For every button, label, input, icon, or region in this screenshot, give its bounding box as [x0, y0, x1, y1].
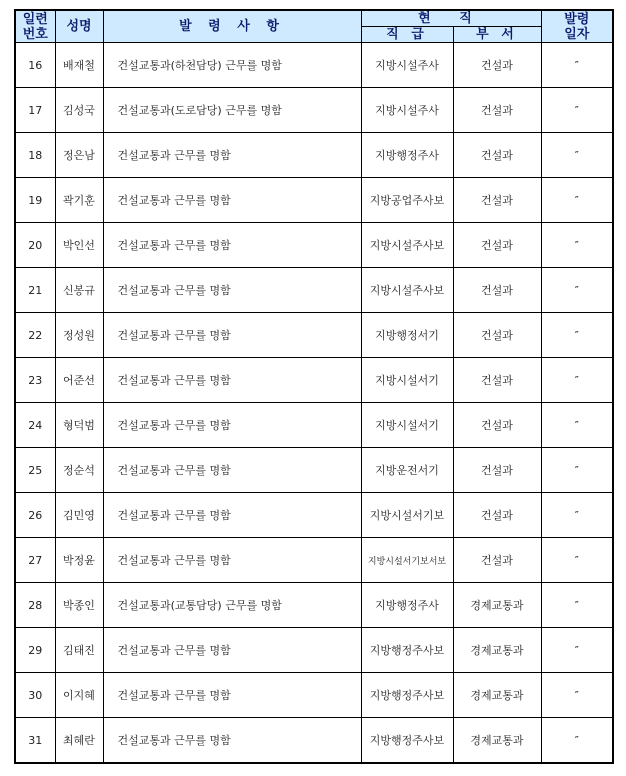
cell-dept: 건설과	[453, 88, 541, 133]
cell-dept: 건설과	[453, 178, 541, 223]
header-name: 성명	[55, 10, 103, 43]
table-row	[15, 448, 613, 493]
cell-date: ″	[541, 88, 613, 133]
cell-rank: 지방행정주사보	[361, 628, 453, 673]
cell-order: 건설교통과(도로담당) 근무를 명함	[103, 88, 361, 133]
cell-rank: 지방공업주사보	[361, 178, 453, 223]
cell-serial: 31	[15, 718, 55, 764]
cell-name: 곽기훈	[55, 178, 103, 223]
table-row	[15, 358, 613, 403]
cell-rank: 지방시설서기보서보	[361, 538, 453, 583]
cell-order: 건설교통과 근무를 명함	[103, 358, 361, 403]
table-row	[15, 493, 613, 538]
cell-date: ″	[541, 718, 613, 764]
cell-serial: 16	[15, 43, 55, 88]
cell-order: 건설교통과 근무를 명함	[103, 313, 361, 358]
cell-name: 배재철	[55, 43, 103, 88]
cell-rank: 지방시설주사	[361, 43, 453, 88]
cell-dept: 건설과	[453, 493, 541, 538]
cell-rank: 지방행정주사보	[361, 718, 453, 764]
cell-date: ″	[541, 133, 613, 178]
cell-date: ″	[541, 268, 613, 313]
cell-name: 신봉규	[55, 268, 103, 313]
cell-rank: 지방행정주사	[361, 583, 453, 628]
cell-name: 박종인	[55, 583, 103, 628]
cell-serial: 24	[15, 403, 55, 448]
cell-date: ″	[541, 313, 613, 358]
table-row	[15, 673, 613, 718]
cell-serial: 19	[15, 178, 55, 223]
cell-serial: 25	[15, 448, 55, 493]
cell-rank: 지방행정서기	[361, 313, 453, 358]
cell-rank: 지방행정주사보	[361, 673, 453, 718]
table-row	[15, 583, 613, 628]
header-serial	[15, 10, 55, 43]
cell-order: 건설교통과 근무를 명함	[103, 628, 361, 673]
cell-dept: 건설과	[453, 448, 541, 493]
table-row	[15, 538, 613, 583]
cell-dept: 건설과	[453, 268, 541, 313]
cell-serial: 18	[15, 133, 55, 178]
cell-dept: 건설과	[453, 133, 541, 178]
cell-dept: 건설과	[453, 358, 541, 403]
table-row	[15, 268, 613, 313]
cell-serial: 26	[15, 493, 55, 538]
cell-rank: 지방시설주사보	[361, 268, 453, 313]
cell-order: 건설교통과 근무를 명함	[103, 448, 361, 493]
cell-date: ″	[541, 583, 613, 628]
cell-date: ″	[541, 628, 613, 673]
cell-name: 형덕범	[55, 403, 103, 448]
table-row	[15, 403, 613, 448]
cell-order: 건설교통과 근무를 명함	[103, 403, 361, 448]
cell-serial: 30	[15, 673, 55, 718]
cell-serial: 23	[15, 358, 55, 403]
cell-date: ″	[541, 43, 613, 88]
cell-order: 건설교통과 근무를 명함	[103, 718, 361, 764]
table-row	[15, 178, 613, 223]
cell-rank: 지방시설서기	[361, 403, 453, 448]
cell-name: 김성국	[55, 88, 103, 133]
cell-serial: 17	[15, 88, 55, 133]
header-date-bottom: 일자	[564, 26, 590, 42]
header-rank: 직 급	[361, 27, 453, 43]
header-serial-top: 일련	[22, 11, 48, 27]
table-row	[15, 133, 613, 178]
cell-dept: 경제교통과	[453, 628, 541, 673]
cell-dept: 건설과	[453, 43, 541, 88]
table-row	[15, 718, 613, 764]
cell-date: ″	[541, 223, 613, 268]
header-date-top: 발령	[564, 11, 590, 27]
cell-rank: 지방시설서기	[361, 358, 453, 403]
cell-order: 건설교통과 근무를 명함	[103, 223, 361, 268]
table-row	[15, 223, 613, 268]
cell-name: 이지혜	[55, 673, 103, 718]
cell-date: ″	[541, 448, 613, 493]
cell-order: 건설교통과 근무를 명함	[103, 133, 361, 178]
cell-date: ″	[541, 538, 613, 583]
table-row	[15, 43, 613, 88]
cell-order: 건설교통과 근무를 명함	[103, 493, 361, 538]
table-row	[15, 313, 613, 358]
cell-name: 최혜란	[55, 718, 103, 764]
cell-rank: 지방행정주사	[361, 133, 453, 178]
cell-date: ″	[541, 403, 613, 448]
header-current: 현 직	[361, 10, 541, 27]
cell-serial: 21	[15, 268, 55, 313]
cell-order: 건설교통과 근무를 명함	[103, 673, 361, 718]
cell-order: 건설교통과 근무를 명함	[103, 268, 361, 313]
cell-name: 김민영	[55, 493, 103, 538]
cell-dept: 건설과	[453, 223, 541, 268]
cell-name: 김태진	[55, 628, 103, 673]
cell-rank: 지방시설주사보	[361, 223, 453, 268]
cell-serial: 27	[15, 538, 55, 583]
cell-rank: 지방시설주사	[361, 88, 453, 133]
cell-serial: 22	[15, 313, 55, 358]
header-serial-bottom: 번호	[22, 26, 48, 42]
cell-order: 건설교통과 근무를 명함	[103, 178, 361, 223]
cell-date: ″	[541, 358, 613, 403]
header-order: 발 령 사 항	[103, 10, 361, 43]
cell-dept: 경제교통과	[453, 673, 541, 718]
table-row	[15, 628, 613, 673]
cell-date: ″	[541, 673, 613, 718]
cell-serial: 20	[15, 223, 55, 268]
cell-dept: 경제교통과	[453, 583, 541, 628]
cell-dept: 건설과	[453, 403, 541, 448]
table-header	[15, 10, 613, 43]
cell-name: 어준선	[55, 358, 103, 403]
cell-order: 건설교통과 근무를 명함	[103, 538, 361, 583]
table-body	[15, 43, 613, 764]
cell-name: 박인선	[55, 223, 103, 268]
cell-rank: 지방운전서기	[361, 448, 453, 493]
cell-order: 건설교통과(하천담당) 근무를 명함	[103, 43, 361, 88]
cell-serial: 28	[15, 583, 55, 628]
header-date	[541, 10, 613, 43]
cell-date: ″	[541, 493, 613, 538]
cell-name: 정은남	[55, 133, 103, 178]
cell-rank: 지방시설서기보	[361, 493, 453, 538]
cell-name: 정성원	[55, 313, 103, 358]
cell-dept: 건설과	[453, 313, 541, 358]
table-row	[15, 88, 613, 133]
header-dept: 부 서	[453, 27, 541, 43]
cell-name: 박정윤	[55, 538, 103, 583]
cell-serial: 29	[15, 628, 55, 673]
cell-dept: 건설과	[453, 538, 541, 583]
cell-order: 건설교통과(교통담당) 근무를 명함	[103, 583, 361, 628]
cell-dept: 경제교통과	[453, 718, 541, 764]
cell-date: ″	[541, 178, 613, 223]
personnel-order-table	[14, 9, 614, 764]
cell-name: 정순석	[55, 448, 103, 493]
